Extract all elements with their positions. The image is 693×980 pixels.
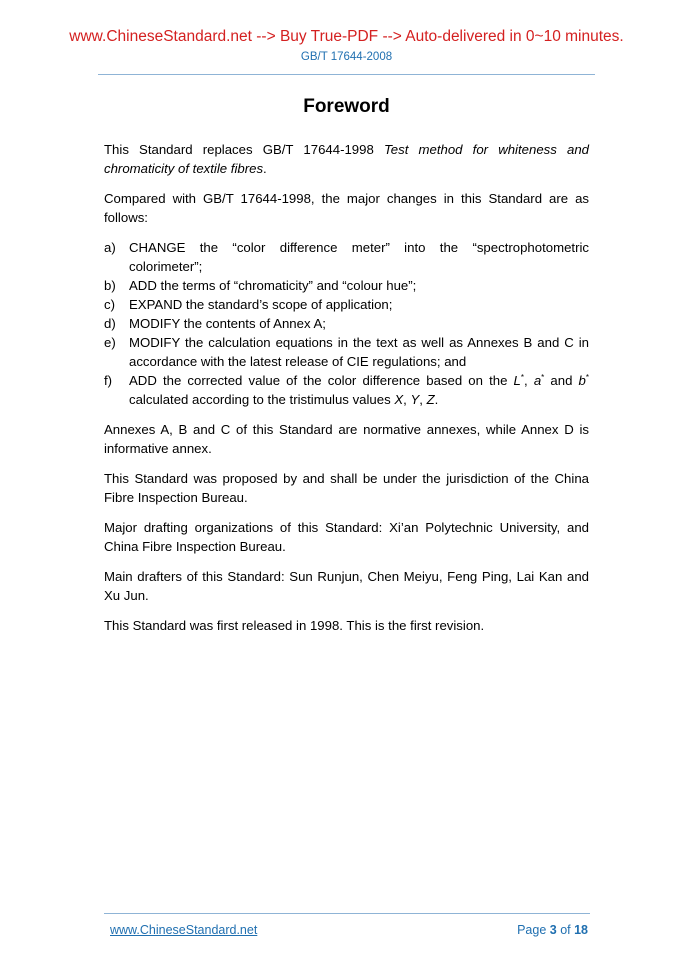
symbol-b: b bbox=[578, 373, 586, 388]
symbol-Z: Z bbox=[426, 392, 435, 407]
list-item-text: ADD the terms of “chromaticity” and “colour hue”; bbox=[129, 278, 417, 293]
paragraph-drafting-orgs: Major drafting organizations of this Standard: Xi’an Polytechnic University, and China Fibre Inspection Bureau. bbox=[104, 520, 589, 554]
list-item bbox=[104, 295, 589, 314]
list-marker: b) bbox=[104, 278, 116, 293]
list-item-text: MODIFY the contents of Annex A; bbox=[129, 316, 326, 331]
promo-banner[interactable]: www.ChineseStandard.net --> Buy True-PDF --> Auto-delivered in 0~10 minutes. bbox=[69, 28, 624, 45]
list-item bbox=[104, 333, 589, 371]
page-title: Foreword bbox=[303, 96, 390, 117]
footer-divider bbox=[104, 913, 590, 914]
paragraph-changes-intro: Compared with GB/T 17644-1998, the major changes in this Standard are as follows: bbox=[104, 191, 589, 225]
list-item-text bbox=[129, 373, 589, 407]
list-marker: f) bbox=[104, 373, 113, 388]
current-page-number: 3 bbox=[549, 923, 557, 937]
page-indicator bbox=[517, 923, 588, 937]
paragraph-annexes: Annexes A, B and C of this Standard are normative annexes, while Annex D is informative annex. bbox=[104, 422, 589, 456]
foreword-body bbox=[104, 140, 589, 646]
text-run: calculated according to the tristimulus values bbox=[129, 392, 395, 407]
list-marker: d) bbox=[104, 316, 116, 331]
superscript-star: * bbox=[541, 373, 545, 382]
list-item bbox=[104, 238, 589, 276]
symbol-Y: Y bbox=[410, 392, 420, 407]
paragraph-replaces bbox=[104, 140, 589, 178]
paragraph-jurisdiction: This Standard was proposed by and shall be under the jurisdiction of the China Fibre Inspection Bureau. bbox=[104, 471, 589, 505]
text-run: , bbox=[403, 392, 411, 407]
text-run: , bbox=[524, 373, 534, 388]
paragraph-drafters: Main drafters of this Standard: Sun Runjun, Chen Meiyu, Feng Ping, Lai Kan and Xu Jun. bbox=[104, 569, 589, 603]
list-item bbox=[104, 276, 589, 295]
text-run: . bbox=[434, 392, 439, 407]
replaced-standard-title: Test method for whiteness and chromaticity of textile fibres bbox=[104, 142, 589, 176]
changes-list bbox=[104, 238, 589, 409]
list-marker: a) bbox=[104, 240, 116, 255]
text-run: and bbox=[544, 373, 579, 388]
paragraph-text: This Standard replaces GB/T 17644-1998 bbox=[104, 142, 384, 157]
document-code: GB/T 17644-2008 bbox=[300, 51, 393, 63]
superscript-star: * bbox=[520, 373, 525, 382]
list-marker: c) bbox=[104, 297, 115, 312]
paragraph-text: . bbox=[263, 161, 267, 176]
symbol-a: a bbox=[533, 373, 542, 388]
list-item-text: MODIFY the calculation equations in the text as well as Annexes B and C in accordance with the latest release of CIE regulations; and bbox=[129, 335, 589, 369]
list-item-text: EXPAND the standard’s scope of application; bbox=[129, 297, 393, 312]
list-item bbox=[104, 371, 589, 409]
text-run: , bbox=[419, 392, 427, 407]
total-page-number: 18 bbox=[574, 923, 588, 937]
list-marker: e) bbox=[104, 335, 116, 350]
list-item bbox=[104, 314, 589, 333]
superscript-star: * bbox=[585, 373, 589, 382]
text-run: ADD the corrected value of the color difference based on the bbox=[129, 373, 514, 388]
page-word: Page bbox=[517, 923, 550, 937]
of-word: of bbox=[556, 923, 575, 937]
symbol-X: X bbox=[394, 392, 404, 407]
footer-site-link[interactable]: www.ChineseStandard.net bbox=[110, 923, 258, 937]
paragraph-revision: This Standard was first released in 1998. This is the first revision. bbox=[104, 618, 485, 633]
symbol-L: L bbox=[513, 373, 521, 388]
list-item-text: CHANGE the “color difference meter” into the “spectrophotometric colorimeter”; bbox=[129, 240, 589, 274]
header-divider bbox=[98, 74, 595, 75]
